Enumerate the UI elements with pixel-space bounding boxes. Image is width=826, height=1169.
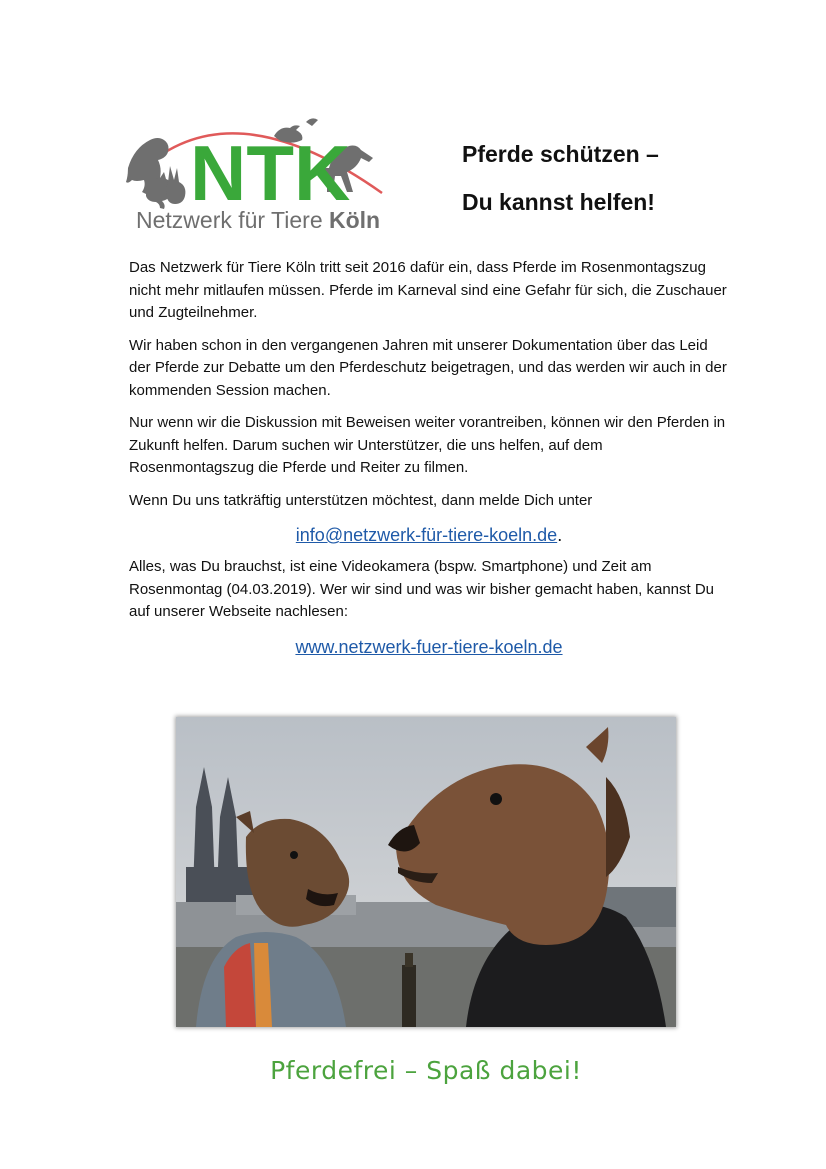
email-link[interactable]: info@netzwerk-für-tiere-koeln.de bbox=[295, 525, 558, 545]
email-suffix: . bbox=[557, 525, 563, 545]
logo-text-city: Köln bbox=[329, 207, 381, 233]
horse-masks-photo-icon bbox=[176, 717, 676, 1027]
body-text bbox=[129, 257, 729, 668]
heading-line-2: Du kannst helfen! bbox=[462, 189, 655, 215]
heading-line-1: Pferde schützen – bbox=[462, 141, 659, 167]
horse-masks-photo bbox=[176, 717, 676, 1027]
logo-text-prefix: Netzwerk für Tiere bbox=[136, 207, 329, 233]
paragraph-3: Nur wenn wir die Diskussion mit Beweisen weiter vorantreiben, können wir den Pferden in Zukunft helfen. Darum suchen wir Unterstützer, die uns helfen, auf dem Rosenmontagszug die Pferde und Reiter zu filmen. bbox=[129, 414, 726, 476]
logo-text bbox=[136, 207, 380, 233]
page-heading bbox=[462, 130, 659, 226]
paragraph-4: Wenn Du uns tatkräftig unterstützen möchtest, dann melde Dich unter bbox=[129, 491, 593, 509]
logo-graphic bbox=[124, 108, 386, 238]
paragraph-5: Alles, was Du brauchst, ist eine Videokamera (bspw. Smartphone) und Zeit am Rosenmontag (04.03.2019). Wer wir sind und was wir bisher gemacht haben, kannst Du auf unserer Webseite nachlesen: bbox=[129, 558, 715, 620]
website-link-line bbox=[129, 634, 729, 660]
email-link-line bbox=[129, 522, 729, 548]
paragraph-1: Das Netzwerk für Tiere Köln tritt seit 2016 dafür ein, dass Pferde im Rosenmontagszug nicht mehr mitlaufen müssen. Pferde im Karneval sind eine Gefahr für sich, die Zuschauer und Zugteilnehmer. bbox=[129, 259, 727, 321]
logo-letters: NTK bbox=[190, 129, 351, 217]
photo-caption: Pferdefrei – Spaß dabei! bbox=[270, 1056, 582, 1085]
ntk-logo bbox=[124, 108, 386, 238]
website-link[interactable]: www.netzwerk-fuer-tiere-koeln.de bbox=[295, 636, 563, 657]
paragraph-2: Wir haben schon in den vergangenen Jahren mit unserer Dokumentation über das Leid der Pferde zur Debatte um den Pferdeschutz beigetragen, und das werden wir auch in der kommenden Session machen. bbox=[129, 336, 727, 399]
